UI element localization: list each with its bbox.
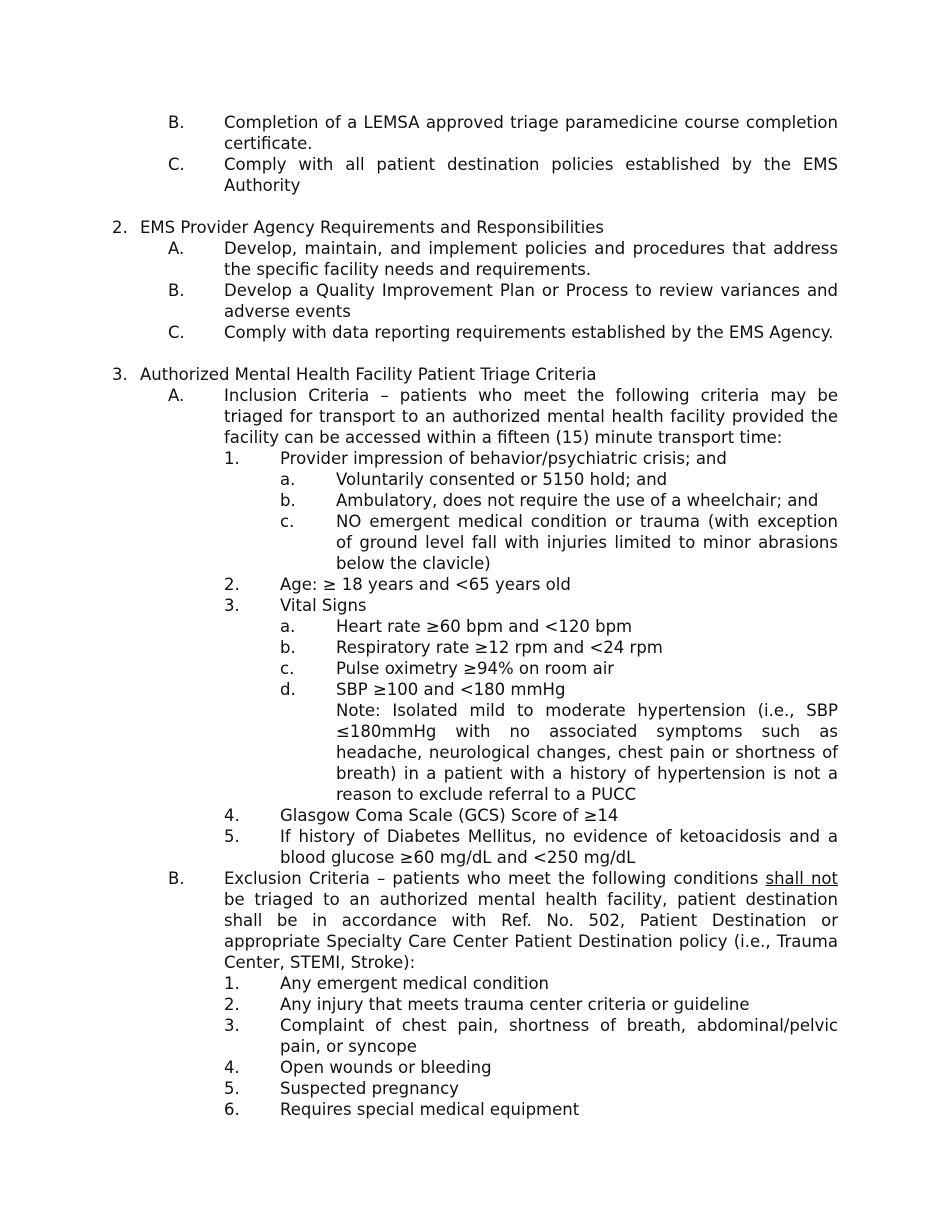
section-number: 2. [112,218,128,237]
list-text: Ambulatory, does not require the use of a wheelchair; and [336,491,819,510]
list-marker: B. [168,281,185,300]
list-item [280,658,838,679]
section-heading [112,217,838,238]
list-text: Provider impression of behavior/psychiatric crisis; and [280,449,727,468]
list-marker: C. [168,155,185,174]
note-text: Note: Isolated mild to moderate hypertension (i.e., SBP ≤180mmHg with no associated symptoms such as headache, neurological changes, chest pain or shortness of breath) in a patient with a history of hypertension is not a reason to exclude referral to a PUCC [336,701,838,804]
list-item [280,511,838,574]
list-marker: 1. [224,974,240,993]
list-item [168,112,838,154]
list-marker: b. [280,638,296,657]
list-marker: 2. [224,575,240,594]
list-marker: 5. [224,1079,240,1098]
list-marker: 6. [224,1100,240,1119]
list-text: Develop, maintain, and implement policies and procedures that address the specific facility needs and requirements. [224,239,838,279]
list-text [224,868,838,973]
list-text: Glasgow Coma Scale (GCS) Score of ≥14 [280,806,619,825]
list-text: Respiratory rate ≥12 rpm and <24 rpm [336,638,663,657]
list-marker: 3. [224,1016,240,1035]
section-heading [112,364,838,385]
list-item [224,595,838,616]
list-text: Complaint of chest pain, shortness of breath, abdominal/pelvic pain, or syncope [280,1016,838,1056]
list-text: Inclusion Criteria – patients who meet the following criteria may be triaged for transport to an authorized mental health facility provided the facility can be accessed within a fifteen (15) minute transport time: [224,386,838,447]
list-item [224,973,838,994]
list-text: Heart rate ≥60 bpm and <120 bpm [336,617,633,636]
list-item [224,448,838,469]
list-item [224,826,838,868]
list-text: If history of Diabetes Mellitus, no evidence of ketoacidosis and a blood glucose ≥60 mg/dL and <250 mg/dL [280,827,838,867]
list-item [224,994,838,1015]
section-title: EMS Provider Agency Requirements and Responsibilities [140,218,604,237]
list-text: SBP ≥100 and <180 mmHg [336,680,566,699]
list-text: Comply with all patient destination policies established by the EMS Authority [224,155,838,195]
list-text: Comply with data reporting requirements established by the EMS Agency. [224,323,834,342]
list-marker: a. [280,470,296,489]
list-item [168,238,838,280]
shall-not-emphasis: shall not [765,869,838,888]
list-text: Pulse oximetry ≥94% on room air [336,659,615,678]
list-item [168,385,838,448]
list-text: Requires special medical equipment [280,1100,580,1119]
list-marker: 4. [224,1058,240,1077]
list-text: Open wounds or bleeding [280,1058,492,1077]
list-marker: 2. [224,995,240,1014]
list-marker: d. [280,680,296,699]
list-item [224,1099,838,1120]
list-marker: A. [168,239,185,258]
list-text: Voluntarily consented or 5150 hold; and [336,470,668,489]
list-marker: c. [280,659,295,678]
exclusion-text-start: Exclusion Criteria – patients who meet the following conditions [224,869,766,888]
list-text: NO emergent medical condition or trauma (with exception of ground level fall with injuries limited to minor abrasions below the clavicle) [336,512,838,573]
list-item [280,679,838,700]
list-text: Any injury that meets trauma center criteria or guideline [280,995,750,1014]
exclusion-text-end: be triaged to an authorized mental health facility, patient destination shall be in accordance with Ref. No. 502, Patient Destination or appropriate Specialty Care Center Patient Destination policy (i.e., Trauma Center, STEMI, Stroke): [224,890,838,972]
list-marker: 3. [224,596,240,615]
list-item [224,1057,838,1078]
list-item [224,1015,838,1057]
list-item [280,637,838,658]
list-item [280,490,838,511]
list-marker: A. [168,386,185,405]
list-item [224,574,838,595]
list-item [224,1078,838,1099]
list-marker: a. [280,617,296,636]
note [336,700,838,805]
list-text: Develop a Quality Improvement Plan or Process to review variances and adverse events [224,281,838,321]
list-text: Completion of a LEMSA approved triage paramedicine course completion certificate. [224,113,838,153]
list-text: Vital Signs [280,596,367,615]
list-marker: b. [280,491,296,510]
list-text: Suspected pregnancy [280,1079,459,1098]
list-item [224,805,838,826]
list-marker: B. [168,869,185,888]
section-title: Authorized Mental Health Facility Patient Triage Criteria [140,365,597,384]
list-marker: 4. [224,806,240,825]
list-item [168,280,838,322]
list-text: Age: ≥ 18 years and <65 years old [280,575,571,594]
list-item [168,154,838,196]
section-number: 3. [112,365,128,384]
list-item [168,868,838,973]
list-marker: B. [168,113,185,132]
list-marker: 1. [224,449,240,468]
list-marker: C. [168,323,185,342]
list-item [280,469,838,490]
list-marker: 5. [224,827,240,846]
list-text: Any emergent medical condition [280,974,550,993]
list-marker: c. [280,512,295,531]
list-item [168,322,838,343]
list-item [280,616,838,637]
